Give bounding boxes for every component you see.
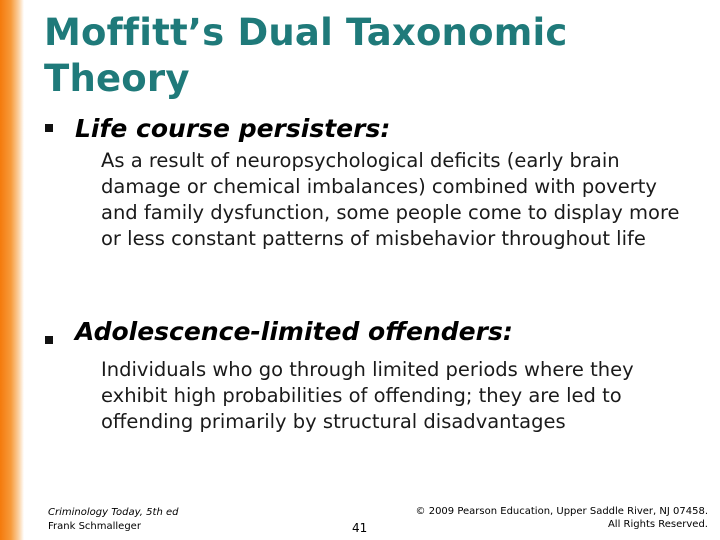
- bullet-body-life-course-persisters: As a result of neuropsychological deficits (early brain damage or chemical imbalances) combined with poverty and family dysfunction, some people come to display more or less constant patterns of misbehavior throughout life: [101, 149, 680, 250]
- footer-citation: [48, 506, 178, 534]
- bullet-heading-adolescence-limited: Adolescence-limited offenders:: [75, 317, 513, 346]
- footer-author: Frank Schmalleger: [48, 521, 141, 532]
- copyright-line-1: © 2009 Pearson Education, Upper Saddle River, NJ 07458.: [415, 506, 708, 517]
- bullet-heading-life-course-persisters: Life course persisters:: [75, 114, 391, 143]
- orange-accent-bar: [0, 0, 24, 540]
- footer-book-title: Criminology Today, 5th ed: [48, 507, 179, 518]
- bullet-body-adolescence-limited: Individuals who go through limited periods where they exhibit high probabilities of offending; they are led to offending primarily by structural disadvantages: [101, 358, 634, 433]
- copyright-line-2: All Rights Reserved.: [607, 519, 708, 530]
- footer-copyright: [416, 505, 708, 531]
- page-number: 41: [352, 521, 368, 535]
- bullet-marker-1: [45, 124, 53, 132]
- slide-title: Moffitt’s Dual Taxonomic Theory: [44, 11, 568, 100]
- bullet-marker-2: [45, 336, 53, 344]
